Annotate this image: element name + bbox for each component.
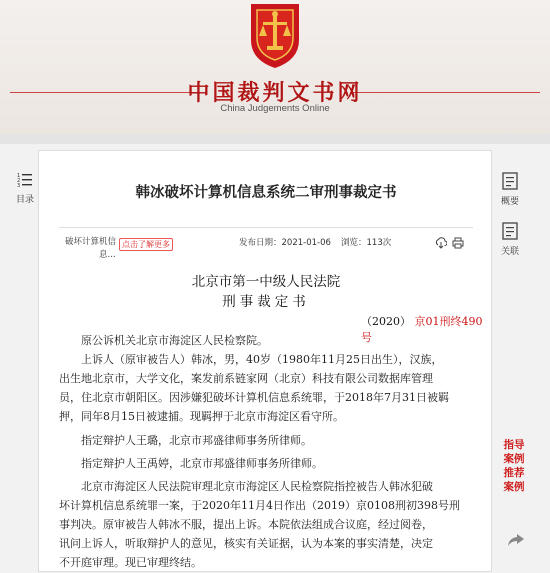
case-cause-line1: 破坏计算机信 — [65, 237, 117, 247]
body-line: 讯问上诉人，听取辩护人的意见，核实有关证据，认为本案的事实清楚，决定 — [59, 537, 433, 550]
header-band — [0, 134, 550, 144]
toc-label: 目录 — [15, 195, 34, 205]
document-panel — [38, 150, 492, 572]
case-number — [361, 313, 491, 345]
body-line: 员，住北京市朝阳区。因涉嫌犯破坏计算机信息系统罪，于2018年7月31日被羁 — [59, 391, 449, 404]
site-subtitle: China Judgements Online — [220, 103, 330, 114]
body-line: 出生地北京市，大学文化，案发前系链家网（北京）科技有限公司数据库管理 — [59, 372, 433, 385]
recommend-case-line1: 推荐 — [503, 467, 525, 479]
guide-case-line1: 指导 — [503, 439, 525, 451]
guide-case-link[interactable] — [494, 438, 534, 466]
case-cause-line2: 息... — [99, 250, 116, 260]
view-count: 浏览：113次 — [341, 238, 392, 248]
body-line: 坏计算机信息系统罪一案，于2020年11月4日作出（2019）京0108刑初398号刑 — [59, 499, 460, 512]
body-line: 不开庭审理。现已审理终结。 — [59, 556, 202, 569]
print-icon[interactable] — [452, 237, 464, 249]
site-title: 中国裁判文书网 — [187, 80, 363, 106]
toc-button[interactable] — [12, 172, 38, 205]
related-button[interactable] — [494, 222, 526, 257]
side-links — [494, 438, 534, 494]
body-line: 事判决。原审被告人韩冰不服，提出上诉。本院依法组成合议庭，经过阅卷， — [59, 518, 433, 531]
recommend-case-line2: 案例 — [503, 481, 525, 493]
body-line: 上诉人（原审被告人）韩冰，男，40岁（1980年11月25日出生），汉族， — [81, 353, 443, 366]
svg-text:3: 3 — [17, 183, 21, 188]
court-name: 北京市第一中级人民法院 — [191, 274, 341, 290]
toc-icon — [17, 172, 33, 188]
summary-button[interactable] — [494, 172, 526, 207]
court-emblem-icon — [243, 0, 307, 70]
body-line: 北京市海淀区人民法院审理北京市海淀区人民检察院指控被告人韩冰犯破 — [81, 480, 433, 493]
download-icon[interactable] — [435, 237, 447, 249]
document-title: 韩冰破坏计算机信息系统二审刑事裁定书 — [135, 185, 397, 201]
related-icon — [502, 222, 518, 240]
title-divider — [59, 227, 473, 228]
case-number-value: 京01刑终490号 — [361, 315, 483, 344]
publish-date: 发布日期：2021-01-06 — [239, 238, 331, 248]
share-icon[interactable] — [507, 532, 525, 548]
guide-case-line2: 案例 — [503, 453, 525, 465]
svg-text:2: 2 — [17, 178, 21, 184]
related-label: 关联 — [500, 247, 519, 257]
svg-text:1: 1 — [17, 173, 21, 179]
body-line: 押，同年8月15日被逮捕。现羁押于北京市海淀区看守所。 — [59, 410, 344, 423]
site-header — [0, 0, 550, 134]
document-kind: 刑事裁定书 — [222, 294, 310, 310]
learn-more-link[interactable]: 点击了解更多 — [119, 238, 173, 251]
body-line: 指定辩护人王禹婷，北京市邦盛律师事务所律师。 — [81, 457, 323, 470]
summary-label: 概要 — [500, 197, 519, 207]
recommend-case-link[interactable] — [494, 466, 534, 494]
body-line: 原公诉机关北京市海淀区人民检察院。 — [81, 334, 268, 347]
case-number-prefix: （2020） — [361, 315, 411, 328]
summary-icon — [502, 172, 518, 190]
body-line: 指定辩护人王璐，北京市邦盛律师事务所律师。 — [81, 434, 312, 447]
